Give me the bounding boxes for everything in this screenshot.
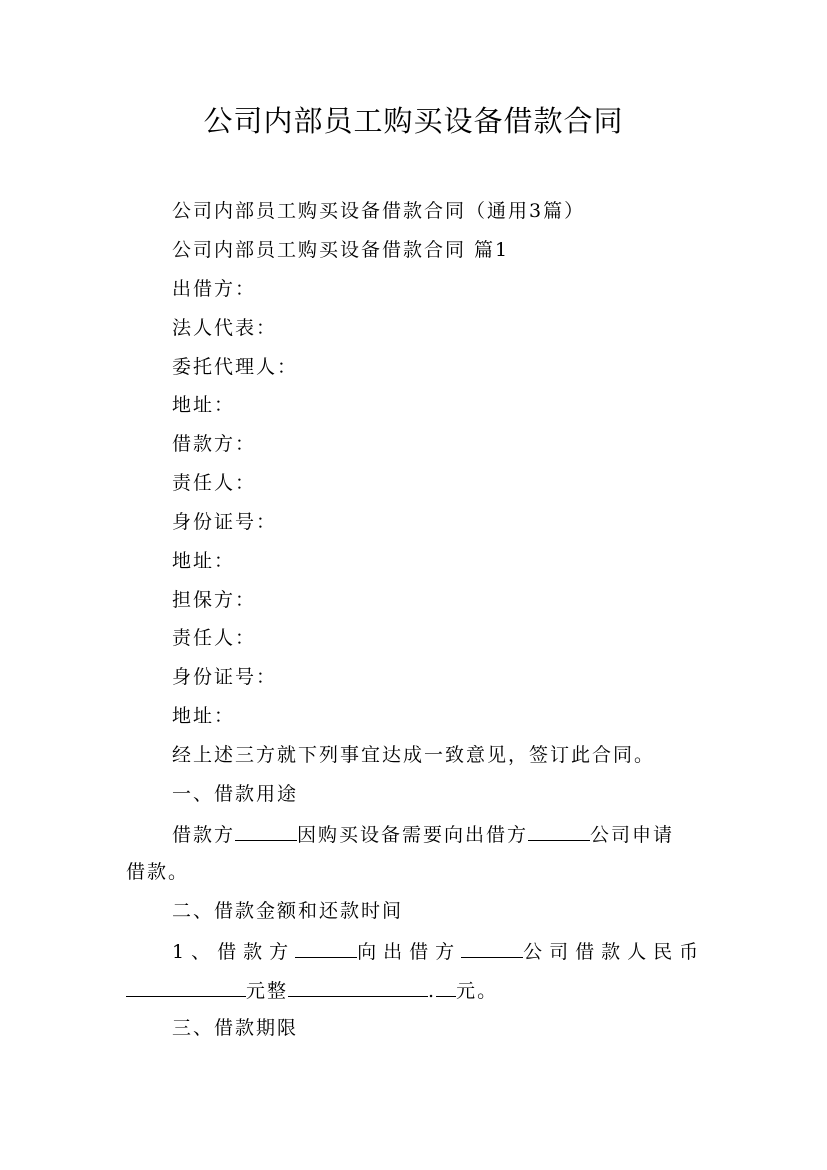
document-subtitle: 公司内部员工购买设备借款合同（通用3篇） <box>172 200 586 222</box>
clause2-item1 <box>172 935 705 967</box>
lender-field: 出借方： <box>172 278 257 300</box>
amount-cents-blank <box>436 974 456 997</box>
page-title: 公司内部员工购买设备借款合同 <box>203 104 624 138</box>
clause1-paragraph <box>172 818 674 850</box>
amount-figure-blank <box>288 974 428 997</box>
borrower-id-field: 身份证号： <box>172 511 278 533</box>
guarantor-field: 担保方： <box>172 589 257 611</box>
agreement-statement: 经上述三方就下列事宜达成一致意见，签订此合同。 <box>172 744 656 766</box>
guarantor-address-field: 地址： <box>172 705 236 727</box>
clause2-text-yuan: 元。 <box>456 980 499 1002</box>
agent-field: 委托代理人： <box>172 356 299 378</box>
clause2-text-yuan-whole: 元整 <box>246 980 289 1002</box>
borrower-responsible-field: 责任人： <box>172 472 257 494</box>
clause2-text-rmb: 公司借款人民币 <box>523 941 706 963</box>
lender-address-field: 地址： <box>172 394 236 416</box>
clause2-text-lender: 向出借方 <box>357 941 462 963</box>
clause2-amount-line <box>126 974 498 1006</box>
lender-name-blank <box>528 818 590 841</box>
clause2-borrower-blank <box>295 935 357 958</box>
clause2-heading: 二、借款金额和还款时间 <box>172 900 404 922</box>
clause3-heading: 三、借款期限 <box>172 1017 299 1039</box>
guarantor-responsible-field: 责任人： <box>172 627 257 649</box>
clause1-text-borrower: 借款方 <box>172 824 236 846</box>
guarantor-id-field: 身份证号： <box>172 666 278 688</box>
borrower-address-field: 地址： <box>172 550 236 572</box>
borrower-field: 借款方： <box>172 433 257 455</box>
legal-rep-field: 法人代表： <box>172 317 278 339</box>
clause2-text-borrower: 1、借款方 <box>172 941 296 963</box>
amount-words-blank <box>126 974 246 997</box>
clause1-heading: 一、借款用途 <box>172 783 299 805</box>
clause1-continuation: 借款。 <box>126 861 190 883</box>
clause2-lender-blank <box>461 935 523 958</box>
borrower-name-blank <box>235 818 297 841</box>
section-heading: 公司内部员工购买设备借款合同 篇1 <box>172 239 510 261</box>
clause1-text-apply: 公司申请 <box>590 824 675 846</box>
clause2-text-decimal: . <box>428 980 437 1002</box>
clause1-text-purpose: 因购买设备需要向出借方 <box>297 824 529 846</box>
